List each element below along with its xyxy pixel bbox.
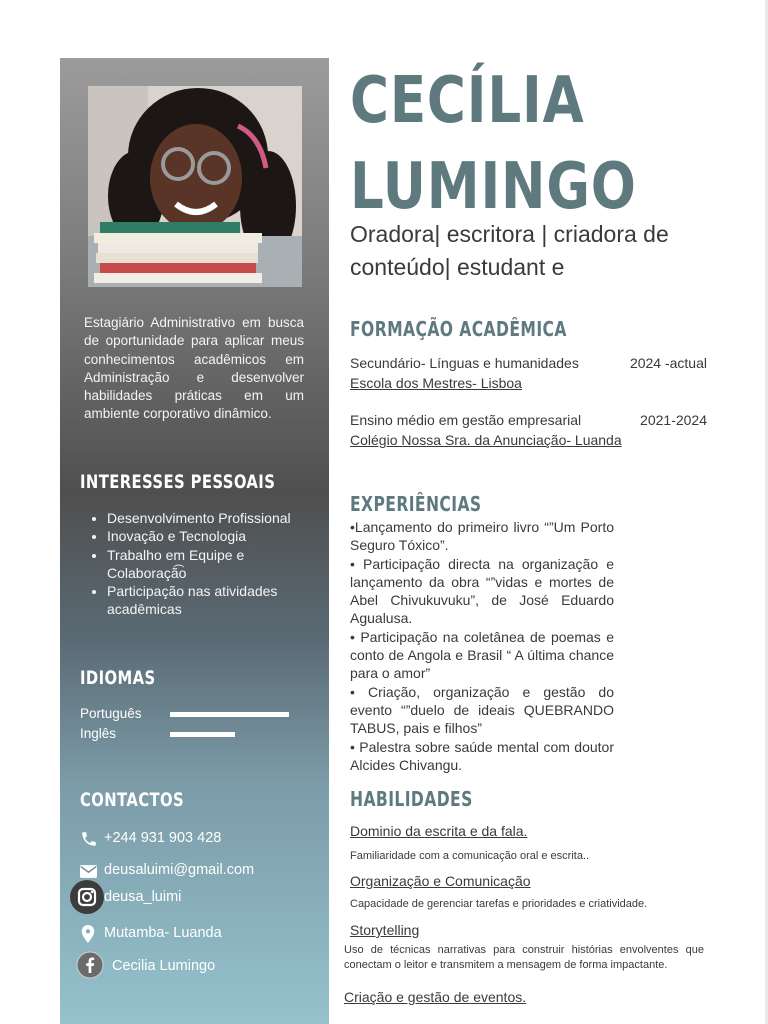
education-course: Secundário- Línguas e humanidades xyxy=(350,355,579,371)
experience-heading: EXPERIÊNCIAS xyxy=(350,492,482,516)
education-course: Ensino médio em gestão empresarial xyxy=(350,412,582,428)
skill-title: Organização e Comunicação xyxy=(350,873,531,889)
sidebar: Estagiário Administrativo em busca de oportunidade para aplicar meus conhecimentos acadêmicos em Administração e desenvolver habilidades práticas em um ambiente corporativo dinâmico. INTERESSES PESSOAIS • Desenvolvimento Profissional • Inovação e Tecnologia • Trabalho em Equipe e Colaboraçã͡o • Participação nas atividades acadêmicas IDIOMAS Português Inglês CONTACTOS +244 931 903 428 deusaluimi@gmail.com deusa_luimi Mutamba- Luanda Cecilia Lumingo xyxy=(60,58,329,1024)
interest-item: • Participação nas atividades acadêmicas xyxy=(107,582,327,619)
professional-summary: Estagiário Administrativo em busca de oportunidade para aplicar meus conhecimentos acadêmicos em Administração e desenvolver habilidades práticas em um ambiente corporativo dinâmico. xyxy=(84,315,304,422)
instagram-icon xyxy=(70,880,104,914)
skill-description: Familiaridade com a comunicação oral e escrita.. xyxy=(350,850,590,862)
skill-title: Dominio da escrita e da fala. xyxy=(350,823,528,839)
skill-description: Capacidade de gerenciar tarefas e prioridades e criatividade. xyxy=(350,898,648,910)
language-level-bar-english xyxy=(170,732,235,737)
email-icon xyxy=(80,865,97,878)
education-years: 2021-2024 xyxy=(640,412,707,428)
phone-icon xyxy=(80,830,98,848)
skill-title: Storytelling xyxy=(350,922,420,938)
interest-item: • Trabalho em Equipe e Colaboraçã͡o xyxy=(107,546,327,583)
education-school: Colégio Nossa Sra. da Anunciação- Luanda xyxy=(350,432,622,448)
tagline: Oradora| escritora | criadora de conteúdo| estudant e xyxy=(350,221,669,280)
interests-list xyxy=(88,509,327,619)
education-heading: FORMAÇÃO ACADÊMICA xyxy=(350,317,567,341)
skills-heading: HABILIDADES xyxy=(350,787,473,811)
contacts-heading: CONTACTOS xyxy=(80,789,185,811)
education-school: Escola dos Mestres- Lisboa xyxy=(350,375,522,391)
location-icon xyxy=(81,925,95,943)
interest-item: • Inovação e Tecnologia xyxy=(107,527,327,545)
experience-item: • Palestra sobre saúde mental com doutor Alcides Chivangu. xyxy=(350,738,614,773)
language-english: Inglês xyxy=(80,726,117,741)
education-item xyxy=(350,411,707,430)
profile-photo xyxy=(88,86,302,287)
first-name: CECÍLIA xyxy=(350,64,585,138)
experience-list xyxy=(350,518,614,774)
skill-description: Uso de técnicas narrativas para construir histórias envolventes que conectam o leitor e transmitem a mensagem de forma impactante. xyxy=(344,944,704,971)
skill-title: Criação e gestão de eventos. xyxy=(344,989,527,1005)
facebook-icon xyxy=(76,951,104,979)
last-name: LUMINGO xyxy=(350,150,637,224)
interest-item: • Desenvolvimento Profissional xyxy=(107,509,327,527)
languages-heading: IDIOMAS xyxy=(80,667,156,689)
experience-item: • Criação, organização e gestão do evento “”duelo de ideais QUEBRANDO TABUS, pais e filhos” xyxy=(350,683,614,737)
language-level-bar-portuguese xyxy=(170,712,289,717)
experience-item: • Participação directa na organização e lançamento da obra “”vidas e mortes de Abel Chivukuvuku”, de José Eduardo Agualusa. xyxy=(350,555,614,627)
experience-item: •Lançamento do primeiro livro “”Um Porto Seguro Tóxico”. xyxy=(350,519,614,554)
language-portuguese: Português xyxy=(80,706,142,721)
education-years: 2024 -actual xyxy=(629,355,707,371)
education-item xyxy=(350,354,707,373)
experience-item: • Participação na coletânea de poemas e conto de Angola e Brasil “ A última chance para o amor” xyxy=(350,628,614,682)
interests-heading: INTERESSES PESSOAIS xyxy=(80,471,276,493)
